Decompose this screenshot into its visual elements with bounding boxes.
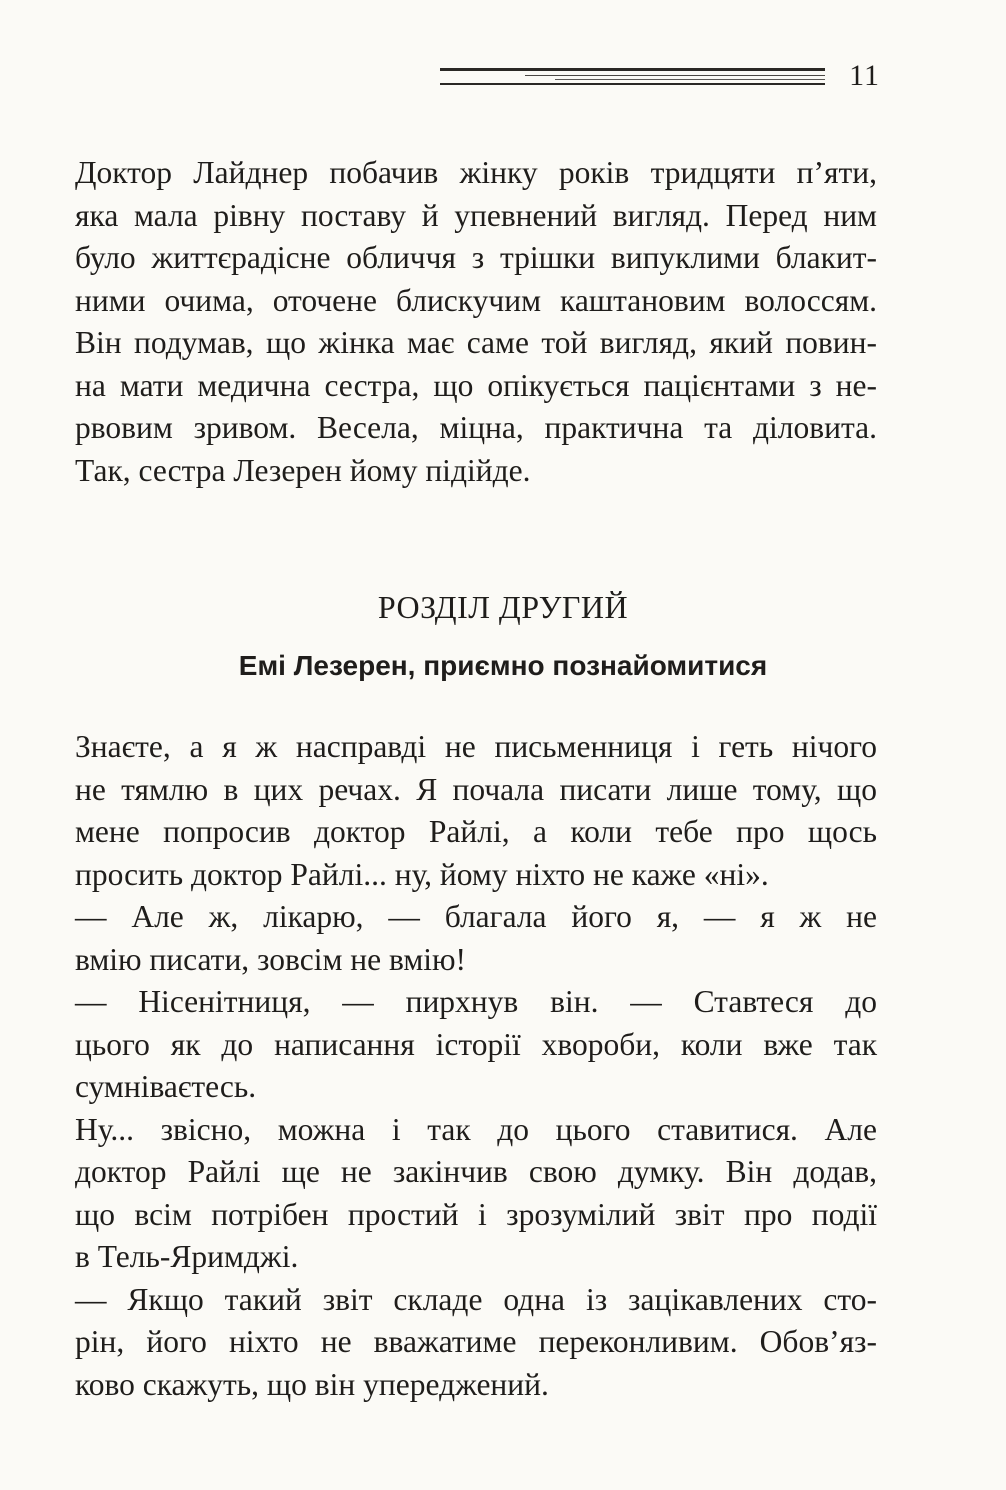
text-line: Знаєте, а я ж насправді не письменниця і геть нічого	[75, 729, 877, 764]
text-line: просить доктор Райлі... ну, йому ніхто не каже «ні».	[75, 856, 769, 892]
header-rule	[555, 79, 825, 80]
text-line: мене попросив доктор Райлі, а коли тебе про щось	[75, 814, 877, 849]
text-line: сумніваєтесь.	[75, 1069, 257, 1104]
text-line: вмію писати, зовсім не вмію!	[75, 941, 467, 977]
intro-paragraph-2	[75, 450, 877, 493]
text-line: яка мала рівну поставу й упевнений вигляд. Перед ним	[75, 197, 877, 233]
text-line: Так, сестра Лезерен йому підійде.	[75, 452, 531, 488]
page-number: 11	[849, 59, 880, 92]
intro-paragraph-1	[75, 152, 877, 450]
text-line: Він подумав, що жінка має саме той вигляд, який повин-	[75, 325, 877, 360]
header-ornamental-rules	[440, 68, 825, 88]
text-line: — Але ж, лікарю, — благала його я, — я ж не	[75, 899, 877, 934]
text-line: ково скажуть, що він упереджений.	[75, 1366, 549, 1402]
text-line: Доктор Лайднер побачив жінку років тридцяти п’яти,	[75, 155, 877, 190]
body-paragraph-2	[75, 896, 877, 981]
body-paragraph-4	[75, 1109, 877, 1279]
intro-paragraphs	[75, 152, 877, 492]
chapter-body	[75, 726, 877, 1406]
text-line: що всім потрібен простий і зрозумілий звіт про події	[75, 1196, 877, 1232]
text-line: доктор Райлі ще не закінчив свою думку. Він додав,	[75, 1154, 877, 1189]
text-line: Ну... звісно, можна і так до цього ставитися. Але	[75, 1111, 877, 1147]
chapter-title: РОЗДІЛ ДРУГИЙ	[377, 589, 629, 625]
text-line: на мати медична сестра, що опікується пацієнтами з не-	[75, 367, 877, 403]
text-line: ними очима, оточене блискучим каштановим волоссям.	[75, 282, 877, 318]
body-paragraph-5	[75, 1279, 877, 1407]
header-rule	[440, 68, 825, 71]
body-paragraph-3	[75, 981, 877, 1109]
text-line: не тямлю в цих речах. Я почала писати лише тому, що	[75, 771, 877, 807]
body-paragraph-1	[75, 726, 877, 896]
text-line: було життєрадісне обличчя з трішки випуклими блакит-	[75, 240, 877, 275]
running-header	[440, 58, 880, 98]
chapter-subtitle: Емі Лезерен, приємно познайомитися	[238, 650, 768, 681]
text-line: — Нісенітниця, — пирхнув він. — Ставтеся до	[75, 984, 877, 1019]
text-line: цього як до написання історії хвороби, коли вже так	[75, 1026, 877, 1062]
text-line: рін, його ніхто не вважатиме переконливим. Обов’яз-	[75, 1324, 877, 1359]
text-line: в Тель-Яримджі.	[75, 1239, 299, 1274]
text-line: — Якщо такий звіт складе одна із зацікавлених сто-	[75, 1281, 877, 1317]
header-rule	[440, 83, 825, 85]
text-line: рвовим зривом. Весела, міцна, практична та діловита.	[75, 410, 877, 445]
header-rule	[525, 75, 825, 76]
